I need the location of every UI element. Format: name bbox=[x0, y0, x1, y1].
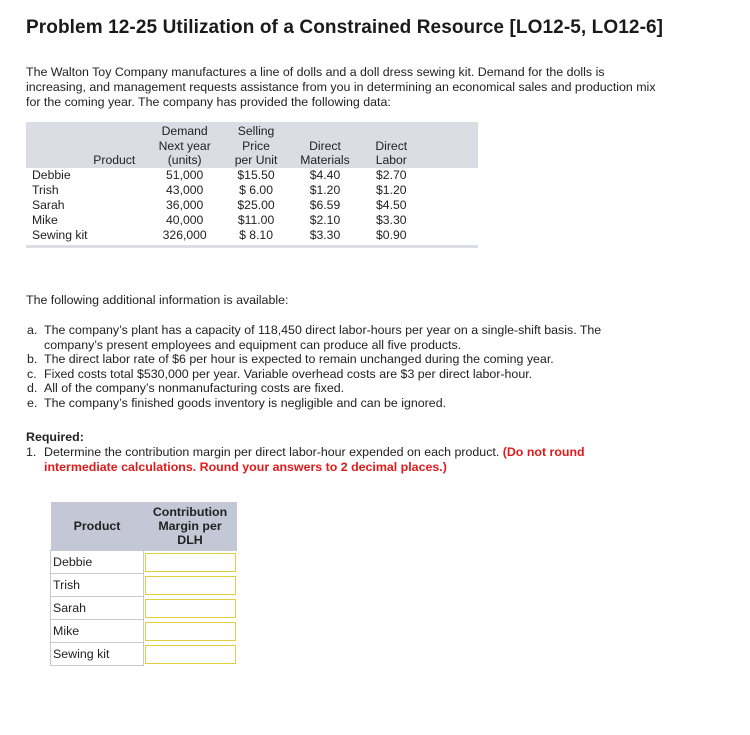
header-direct-materials: Direct Materials bbox=[300, 138, 350, 167]
cell-labor: $2.70 bbox=[376, 167, 407, 182]
table-row bbox=[26, 228, 478, 247]
list-item: c. Fixed costs total $530,000 per year. Variable overhead costs are $3 per direct labor-hour. bbox=[27, 366, 533, 381]
additional-info-list bbox=[26, 323, 646, 410]
required-heading: Required: bbox=[26, 430, 84, 444]
cell-demand: 326,000 bbox=[145, 228, 224, 247]
cell-price: $ 8.10 bbox=[224, 228, 288, 247]
table-row bbox=[26, 198, 478, 213]
cell-materials: $6.59 bbox=[309, 197, 341, 212]
cell-demand: 36,000 bbox=[166, 197, 204, 212]
cell-price: $11.00 bbox=[237, 212, 275, 227]
cell-labor: $1.20 bbox=[376, 182, 407, 197]
cell-labor: $0.90 bbox=[362, 228, 421, 247]
table-row bbox=[51, 574, 238, 597]
list-item: a. The company’s plant has a capacity of 118,450 direct labor-hours per year on a single-shift basis. The company’s present employees and equipment can produce all five products. bbox=[27, 323, 602, 352]
table-row bbox=[26, 183, 478, 198]
intro-paragraph: The Walton Toy Company manufactures a line of dolls and a doll dress sewing kit. Demand for the dolls is increasing, and management requests assistance from you in determining an economical sales and production mix for the coming year. The company has provided the following data: bbox=[26, 65, 656, 109]
rounding-note: (Do not round intermediate calculations. Round your answers to 2 decimal places.) bbox=[44, 445, 585, 474]
cell-price: $15.50 bbox=[237, 167, 275, 182]
additional-info-heading: The following additional information is available: bbox=[26, 293, 289, 307]
cell-demand: 51,000 bbox=[166, 167, 204, 182]
answer-header-product: Product bbox=[51, 502, 144, 551]
required-item-text: Determine the contribution margin per direct labor-hour expended on each product. bbox=[44, 445, 500, 459]
table-row bbox=[26, 213, 478, 228]
cm-per-dlh-input-sewing-kit[interactable] bbox=[145, 645, 236, 664]
cell-product: Sarah bbox=[32, 197, 65, 212]
table-row bbox=[51, 620, 238, 643]
cell-materials: $1.20 bbox=[309, 182, 341, 197]
answer-header-cm-per-dlh: Contribution Margin per DLH bbox=[144, 502, 238, 551]
cell-labor: $3.30 bbox=[376, 212, 407, 227]
cm-per-dlh-input-debbie[interactable] bbox=[145, 553, 236, 572]
header-demand: Demand Next year (units) bbox=[158, 124, 211, 167]
cell-product: Debbie bbox=[32, 167, 71, 182]
list-item: d. All of the company’s nonmanufacturing costs are fixed. bbox=[27, 381, 345, 395]
cell-product: Sewing kit bbox=[26, 228, 145, 247]
product-data-table bbox=[26, 122, 478, 248]
cm-per-dlh-input-mike[interactable] bbox=[145, 622, 236, 641]
table-row bbox=[51, 551, 238, 574]
problem-title: Problem 12-25 Utilization of a Constrained Resource [LO12-5, LO12-6] bbox=[26, 17, 664, 38]
header-direct-labor: Direct Labor bbox=[375, 138, 408, 167]
list-item: b. The direct labor rate of $6 per hour is expected to remain unchanged during the coming year. bbox=[27, 352, 554, 366]
cell-product: Mike bbox=[32, 212, 58, 227]
cell-demand: 40,000 bbox=[166, 212, 204, 227]
cell-labor: $4.50 bbox=[376, 197, 407, 212]
cell-product: Trish bbox=[32, 182, 59, 197]
header-selling-price: Selling Price per Unit bbox=[234, 124, 278, 167]
cell-price: $25.00 bbox=[237, 197, 275, 212]
list-item: e. The company’s finished goods inventory is negligible and can be ignored. bbox=[27, 395, 447, 410]
table-row bbox=[26, 168, 478, 183]
answer-product-label: Sarah bbox=[51, 597, 144, 620]
answer-header-row bbox=[51, 502, 238, 551]
answer-product-label: Debbie bbox=[51, 551, 144, 574]
cell-price: $ 6.00 bbox=[239, 182, 273, 197]
cell-demand: 43,000 bbox=[166, 182, 204, 197]
cell-materials: $2.10 bbox=[309, 212, 341, 227]
answer-product-label: Trish bbox=[51, 574, 144, 597]
data-table-header-row bbox=[26, 122, 478, 168]
table-row bbox=[51, 597, 238, 620]
cell-materials: $3.30 bbox=[288, 228, 362, 247]
table-row bbox=[51, 643, 238, 666]
cm-per-dlh-input-sarah[interactable] bbox=[145, 599, 236, 618]
required-item: 1. Determine the contribution margin per direct labor-hour expended on each product. (Do not round intermediate calculations. Round your answers to 2 decimal places.) bbox=[26, 445, 585, 474]
cm-per-dlh-input-trish[interactable] bbox=[145, 576, 236, 595]
cell-materials: $4.40 bbox=[309, 167, 341, 182]
answer-product-label: Sewing kit bbox=[51, 643, 144, 666]
answer-product-label: Mike bbox=[51, 620, 144, 643]
answer-table bbox=[50, 502, 238, 666]
header-product: Product bbox=[93, 153, 136, 167]
